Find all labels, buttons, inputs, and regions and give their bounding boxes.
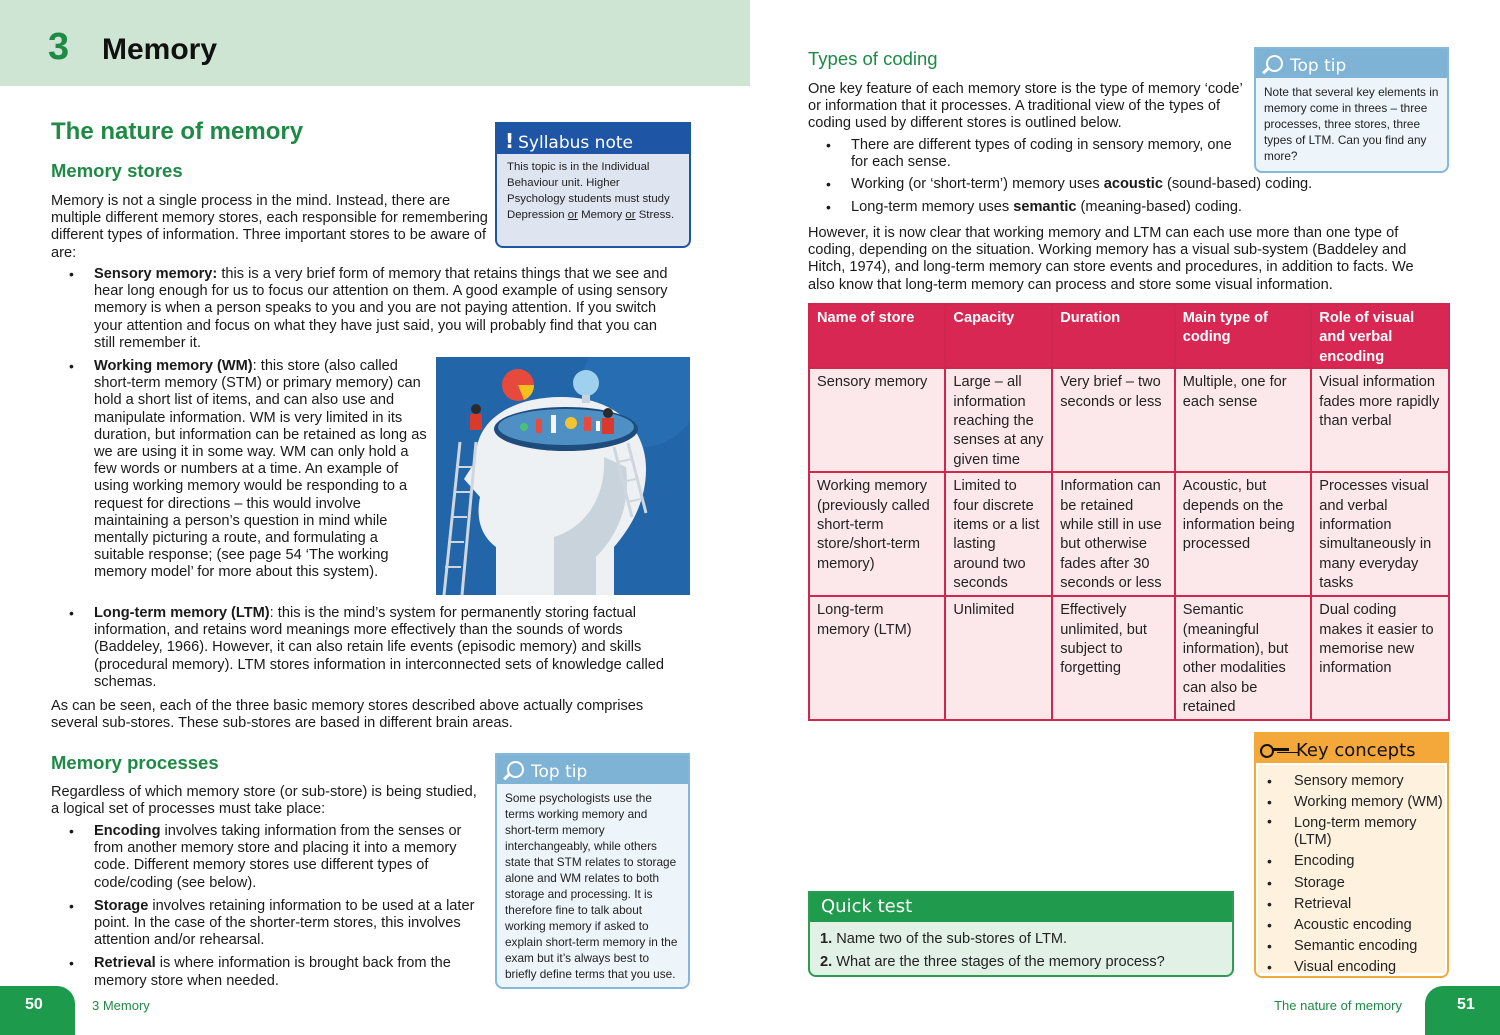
quick-test-header: Quick test: [810, 893, 1232, 922]
chapter-title: Memory: [102, 33, 218, 66]
list-item: [51, 605, 681, 691]
top-tip-title: Top tip: [531, 761, 588, 782]
table-cell: Working memory (previously called short-term store/short-term memory): [809, 472, 945, 596]
table-header-cell: Name of store: [809, 304, 945, 368]
page-number-left: 50: [0, 986, 75, 1035]
top-tip-box-left: [495, 753, 690, 989]
table-cell: Very brief – two seconds or less: [1052, 368, 1175, 472]
working-memory-item: [51, 358, 429, 582]
processes-list: [51, 823, 491, 990]
question-number: 1.: [820, 931, 833, 947]
list-item-text: involves retaining information to be used at a later point. In the case of the shorter-term stores, this involves attention and/or rehearsal.: [94, 897, 475, 949]
top-tip-title: Top tip: [1290, 55, 1347, 76]
term-retrieval: Retrieval: [94, 955, 156, 972]
table-header-row: [809, 304, 1449, 368]
magnifier-icon: [503, 761, 523, 783]
table-cell: Sensory memory: [809, 368, 945, 472]
list-item: • Working memory (WM): [1258, 792, 1445, 813]
table-cell: Large – all information reaching the senses at any given time: [945, 368, 1052, 472]
table-cell: Information can be retained while still in use but otherwise fades after 30 seconds or less: [1052, 472, 1175, 596]
table-cell: Acoustic, but depends on the information being processed: [1175, 472, 1312, 596]
term-working-memory: Working memory (WM): [94, 358, 253, 374]
list-item-text: (meaning-based) coding.: [1076, 198, 1242, 215]
table-row: [809, 596, 1449, 720]
top-tip-header: [1256, 49, 1447, 78]
list-item: [51, 823, 491, 892]
table-cell: Limited to four discrete items or a list lasting around two seconds: [945, 472, 1052, 596]
table-row: [809, 368, 1449, 472]
list-item-text: involves taking information from the senses or from another memory store and placing it into a memory code. Different memory stores use different types of code/coding (see below).: [94, 823, 462, 891]
top-tip-box-right: [1254, 47, 1449, 173]
list-item: [808, 137, 1244, 171]
list-item: • Storage: [1258, 873, 1445, 894]
list-item: [51, 898, 491, 950]
top-tip-body: Note that several key elements in memory come in threes – three processes, three stores, three types of LTM. Can you find any more?: [1264, 85, 1439, 163]
table-cell: Processes visual and verbal information simultaneously in many everyday tasks: [1311, 472, 1449, 596]
quick-test-question: [820, 951, 1232, 974]
list-item: [808, 176, 1448, 193]
key-concepts-header: [1256, 734, 1447, 763]
head-illustration-svg: [436, 357, 690, 595]
syllabus-note-header: [497, 124, 689, 154]
memory-processes-heading: Memory processes: [51, 752, 219, 773]
section-title: The nature of memory: [51, 118, 304, 145]
list-item: [51, 266, 673, 352]
list-item: • Semantic encoding: [1258, 936, 1445, 957]
list-item-text: (sound-based) coding.: [1162, 176, 1313, 193]
term-acoustic: acoustic: [1103, 176, 1163, 193]
term-ltm: Long-term memory (LTM): [94, 605, 270, 621]
coding-paragraph: However, it is now clear that working memory and LTM can each use more than one type of coding, depending on the situation. Working memory has a visual sub-system (Baddeley and Hitch, 1974), and long-term memory can store events and procedures, in addition to facts. We also know that long-term memory can process and store some visual information.: [808, 225, 1414, 293]
table-cell: Multiple, one for each sense: [1175, 368, 1312, 472]
footer-chapter-label: 3 Memory: [92, 998, 150, 1013]
term-encoding: Encoding: [94, 823, 161, 839]
page-number-right: 51: [1425, 986, 1500, 1035]
top-tip-body: Some psychologists use the terms working memory and short-term memory interchangeably, while others state that STM relates to storage alone and WM relates to both storage and processing. It is therefore fine to talk about working memory if asked to explain short-term memory in the exam but it’s always best to briefly define terms that you use.: [505, 791, 678, 981]
types-of-coding-heading: Types of coding: [808, 48, 938, 69]
syllabus-note-title: Syllabus note: [518, 133, 633, 153]
table-cell: Long-term memory (LTM): [809, 596, 945, 720]
table-cell: Semantic (meaningful information), but other modalities can also be retained: [1175, 596, 1312, 720]
sensory-memory-item: [51, 266, 673, 352]
table-cell: Dual coding makes it easier to memorise new information: [1311, 596, 1449, 720]
syllabus-note-box: [495, 122, 691, 248]
list-item: • Encoding: [1258, 851, 1445, 872]
syllabus-note-body: [497, 154, 689, 223]
quick-test-box: [808, 891, 1234, 977]
question-number: 2.: [820, 954, 833, 970]
list-item-text: : this is the mind’s system for permanently storing factual information, and retains word meanings more effectively than the sounds of words (Baddeley, 1966). However, it can also retain life events (episodic memory) and skills (procedural memory). LTM stores information in interconnected sets of knowledge called schemas.: [94, 605, 664, 690]
list-item: • Long-term memory (LTM): [1258, 813, 1438, 851]
key-concepts-box: [1254, 732, 1449, 978]
footer-section-label: The nature of memory: [1274, 998, 1402, 1013]
list-item: • Retrieval: [1258, 894, 1445, 915]
table-cell: Effectively unlimited, but subject to forgetting: [1052, 596, 1175, 720]
list-item-text: Long-term memory uses: [851, 198, 1014, 215]
list-item: • Sensory memory: [1258, 771, 1445, 792]
list-item: [51, 955, 491, 989]
term-semantic: semantic: [1013, 198, 1077, 215]
key-icon: [1260, 743, 1290, 757]
question-text: What are the three stages of the memory process?: [832, 954, 1165, 970]
table-header-cell: Role of visual and verbal encoding: [1311, 304, 1449, 368]
question-text: Name two of the sub-stores of LTM.: [832, 931, 1068, 947]
processes-intro: Regardless of which memory store (or sub-store) is being studied, a logical set of processes must take place:: [51, 784, 477, 818]
list-item-text: this is a very brief form of memory that retains things that we see and hear long enough for us to focus our attention on them. A good example of using sensory memory is when a person speaks to you and you are not paying attention. If you switch your attention and focus on what they have just said, you will probably find that you can still remember it.: [94, 266, 668, 351]
substores-paragraph: As can be seen, each of the three basic memory stores described above actually comprises several sub-stores. These sub-stores are based in different brain areas.: [51, 698, 644, 732]
list-item: • Acoustic encoding: [1258, 915, 1445, 936]
memory-stores-table: [808, 303, 1450, 721]
table-cell: Visual information fades more rapidly than verbal: [1311, 368, 1449, 472]
list-item: [51, 358, 429, 582]
key-concepts-body: [1258, 765, 1445, 976]
list-item-text: There are different types of coding in sensory memory, one for each sense.: [851, 137, 1232, 171]
top-tip-header: [497, 755, 688, 784]
chapter-number: 3: [48, 26, 70, 68]
list-item: • Visual encoding: [1258, 957, 1445, 978]
exclamation-icon: !: [505, 129, 515, 153]
list-item-text: : this store (also called short-term memory (STM) or primary memory) can hold a short list of items, and can also use and manipulate information. WM is very limited in its duration, but information can be retained as long as we are using it in some way. WM can only hold a few words or numbers at a time. An example of using working memory would be responding to a request for directions – this would involve maintaining a person’s question in mind while mentally picturing a route, and formulating a suitable response; (see page 54 ‘The working memory model’ for more about this system).: [94, 358, 427, 581]
term-storage: Storage: [94, 897, 149, 914]
key-concepts-list: [1258, 771, 1445, 979]
list-item-text: is where information is brought back from the memory store when needed.: [94, 955, 451, 989]
syllabus-or: or: [625, 209, 636, 221]
stores-intro: Memory is not a single process in the mind. Instead, there are multiple different memory stores, each responsible for remembering different types of information. Three important stores to be aware of are:: [51, 193, 488, 261]
head-illustration: [436, 357, 690, 595]
syllabus-or: or: [567, 209, 578, 221]
magnifier-icon: [1262, 55, 1282, 77]
syllabus-text: This topic is in the Individual Behaviour unit. Higher Psychology students must study Depression: [507, 161, 670, 221]
syllabus-text: Stress.: [635, 209, 675, 221]
syllabus-text: Memory: [577, 209, 626, 221]
term-sensory: Sensory memory:: [94, 266, 218, 282]
key-concepts-title: Key concepts: [1296, 739, 1416, 761]
table-row: [809, 472, 1449, 596]
memory-stores-heading: Memory stores: [51, 160, 183, 181]
table-header-cell: Capacity: [945, 304, 1052, 368]
quick-test-question: [820, 928, 1232, 951]
table-header-cell: Main type of coding: [1175, 304, 1312, 368]
list-item: [808, 199, 1448, 216]
quick-test-body: [810, 922, 1232, 974]
long-term-memory-item: [51, 605, 681, 691]
table-cell: Unlimited: [945, 596, 1052, 720]
table-header-cell: Duration: [1052, 304, 1175, 368]
list-item-text: Working (or ‘short-term’) memory uses: [851, 176, 1104, 193]
coding-intro: One key feature of each memory store is the type of memory ‘code’ or information that it processes. A traditional view of the types of coding used by different stores is outlined below.: [808, 81, 1243, 132]
